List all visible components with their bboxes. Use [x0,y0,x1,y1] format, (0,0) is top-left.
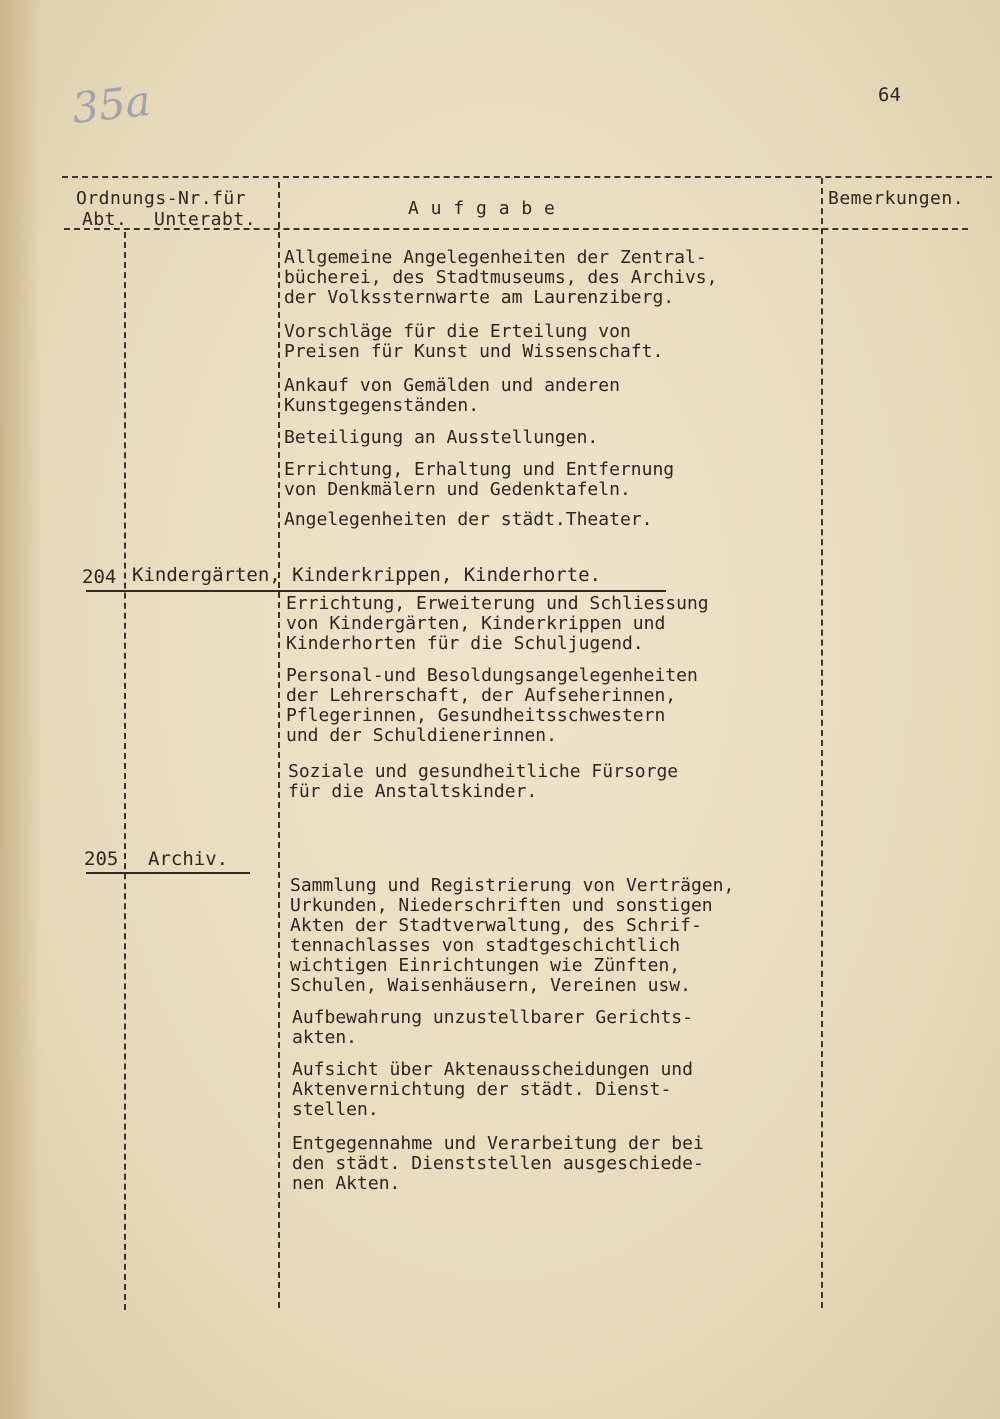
task-entry: Errichtung, Erhaltung und Entfernung von Denkmälern und Gedenktafeln. [284,459,675,500]
table-top-rule [62,176,992,178]
handwritten-folio-number: 35a [69,76,153,133]
task-entry: Allgemeine Angelegenheiten der Zentral- bücherei, des Stadtmuseums, des Archivs, der Volkssternwarte am Laurenziberg. [284,247,718,308]
task-entry: Personal-und Besoldungsangelegenheiten der Lehrerschaft, der Aufseherinnen, Pflegerinnen, Gesundheitsschwestern und der Schuldienerinnen. [286,665,698,746]
task-entry: Soziale und gesundheitliche Fürsorge für die Anstaltskinder. [288,761,679,802]
task-entry: Ankauf von Gemälden und anderen Kunstgegenständen. [284,375,620,416]
task-entry: Vorschläge für die Erteilung von Preisen für Kunst und Wissenschaft. [284,321,664,362]
page-edge-shadow [0,0,42,1419]
section-number-205: 205 [84,848,119,870]
task-entry: Aufbewahrung unzustellbarer Gerichts- akten. [292,1007,693,1048]
section-title-underline [86,590,666,592]
task-entry: Beteiligung an Ausstellungen. [284,427,599,448]
task-entry: Sammlung und Registrierung von Verträgen, Urkunden, Niederschriften und sonstigen Akten der Stadtverwaltung, des Schrif- tennachlasses von stadtgeschichtlich wichtigen Einrichtungen wie Zünften, Schulen, Waisenhäusern, Vereinen usw. [290,875,735,996]
column-divider-task [278,182,280,1308]
task-entry: Aufsicht über Aktenausscheidungen und Aktenvernichtung der städt. Dienst- stellen. [292,1059,693,1120]
header-unterabt: Unterabt. [154,209,257,230]
section-title-204: Kindergärten, Kinderkrippen, Kinderhorte. [132,564,601,586]
header-aufgabe: A u f g a b e [408,198,556,219]
column-divider-sub [124,232,126,1310]
page-number: 64 [878,84,901,106]
task-entry: Entgegennahme und Verarbeitung der bei den städt. Dienststellen ausgeschiede- nen Akten. [292,1133,704,1194]
header-bemerkungen: Bemerkungen. [828,188,965,209]
task-entry: Errichtung, Erweiterung und Schliessung von Kindergärten, Kinderkrippen und Kinderhorten für die Schuljugend. [286,593,709,654]
header-abt: Abt. [82,209,128,230]
column-divider-remarks [821,178,823,1308]
section-title-underline [86,872,250,874]
task-entry: Angelegenheiten der städt.Theater. [284,509,653,530]
section-number-204: 204 [82,566,117,588]
header-ordnungs-nr: Ordnungs-Nr.für [76,188,247,209]
section-title-205: Archiv. [148,848,229,870]
